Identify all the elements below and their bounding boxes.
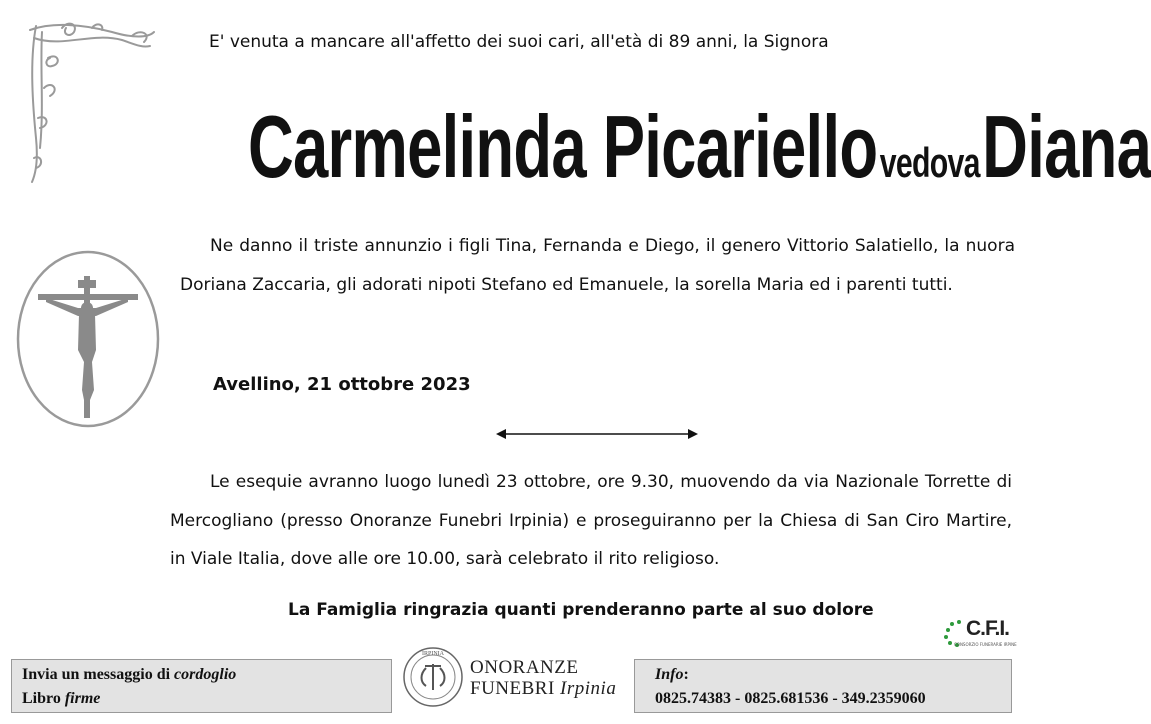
name-first: Carmelinda Picariello [248,97,878,196]
info-box: Info: 0825.74383 - 0825.681536 - 349.2359060 [634,659,1012,713]
funeral-home-name: ONORANZE FUNEBRI Irpinia [470,657,617,699]
funeral-info-text: Le esequie avranno luogo lunedì 23 ottobre, ore 9.30, muovendo da via Nazionale Torrette di Mercogliano (presso Onoranze Funebri Irpinia) e proseguiranno per la Chiesa di San Ciro Martire, in Viale Italia, dove alle ore 10.00, sarà celebrato il rito religioso. [170,472,1012,569]
name-connector: vedova [879,139,980,186]
intro-text: E' venuta a mancare all'affetto dei suoi cari, all'età di 89 anni, la Signora [209,32,829,52]
name-last: Diana [982,97,1151,196]
send-condolence-link[interactable]: Invia un messaggio di cordoglio [22,666,237,683]
double-arrow-divider-icon [496,427,698,441]
condolence-box[interactable] [11,659,392,713]
announcement-text: Ne danno il triste annunzio i figli Tina, Fernanda e Diego, il genero Vittorio Salatiello, la nuora Doriana Zaccaria, gli adorati nipoti Stefano ed Emanuele, la sorella Maria ed i parenti tutti. [180,236,1015,295]
place-date: Avellino, 21 ottobre 2023 [213,374,471,395]
guestbook-link[interactable]: Libro firme [22,690,101,707]
cfi-logo-subtitle: CONSORZIO FUNERARIE IRPINE [954,642,1017,647]
deceased-name [248,96,1151,196]
phone-numbers[interactable]: 0825.74383 - 0825.681536 - 349.2359060 [655,690,926,707]
crucifix-icon [16,250,160,428]
thanks-text: La Famiglia ringrazia quanti prenderanno parte al suo dolore [288,600,874,620]
info-label: Info [655,666,684,683]
emblem-text: IRPINIA [422,651,444,657]
corner-flourish-icon [22,18,157,186]
cfi-logo-text: C.F.I. [966,617,1010,640]
announcement-paragraph [180,227,1015,304]
funeral-home-emblem-icon [402,646,464,708]
funeral-info-paragraph [170,463,1012,579]
